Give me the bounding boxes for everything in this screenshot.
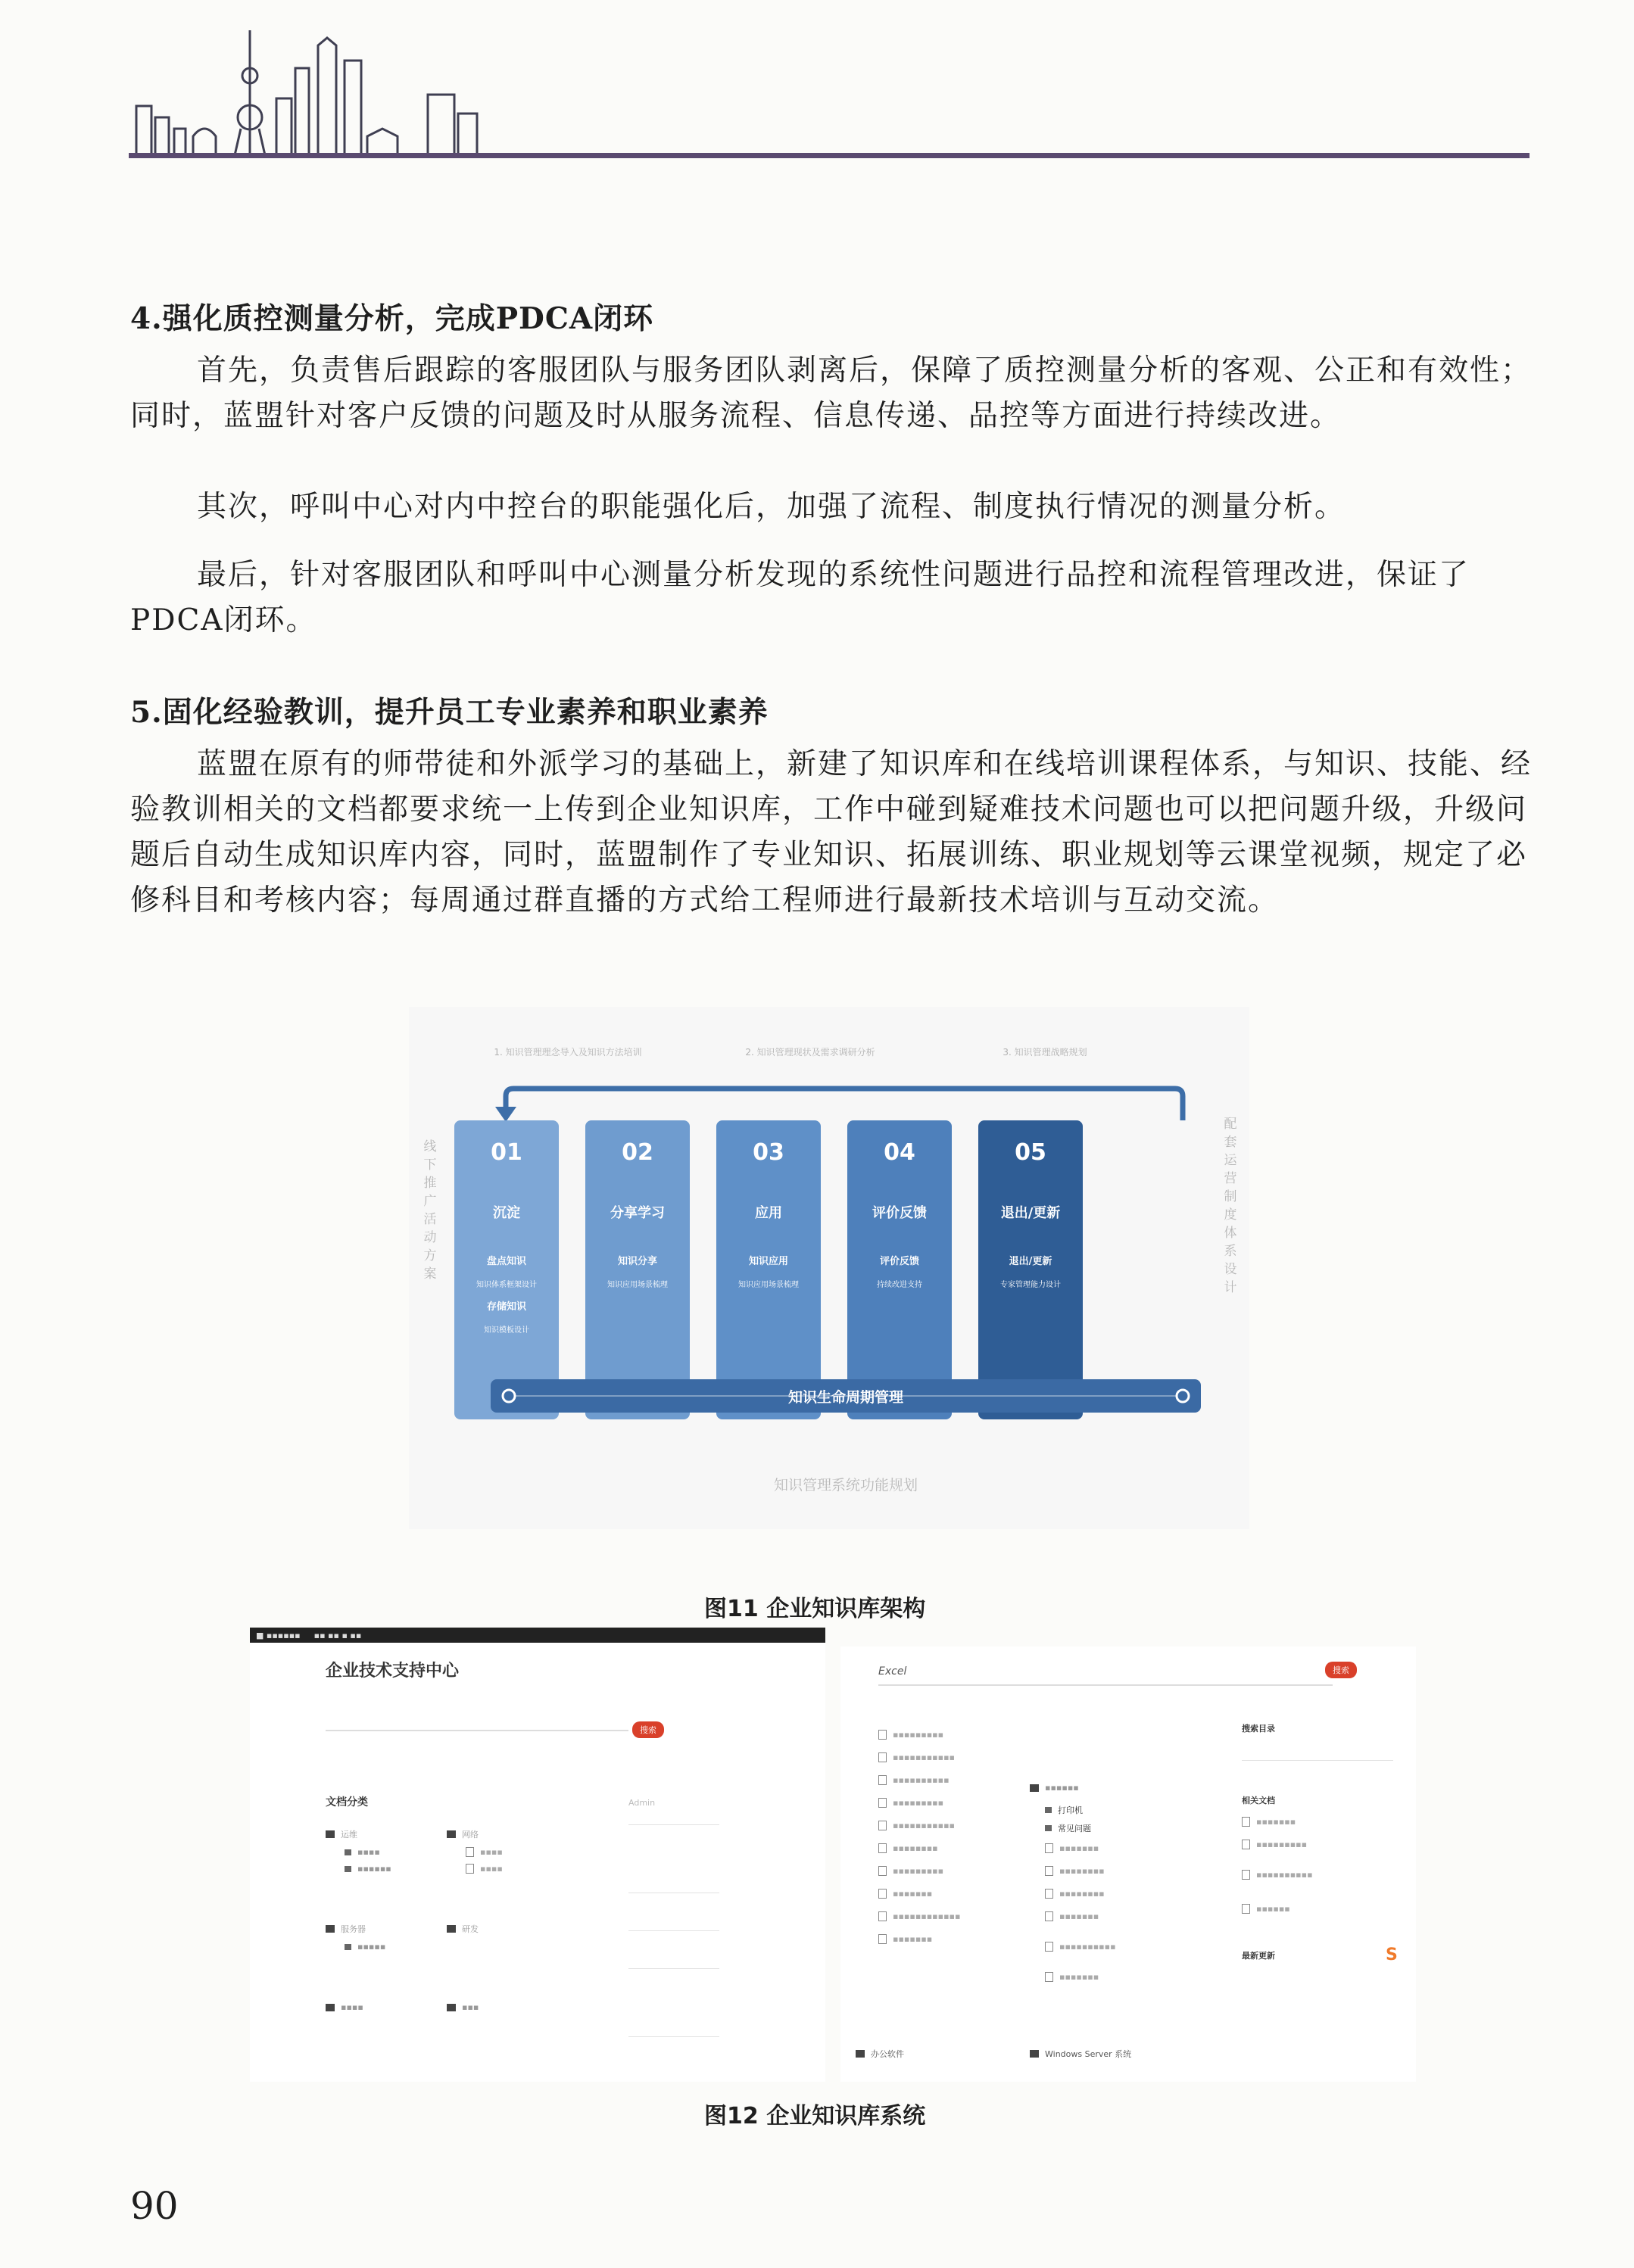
knowledge-portal-screenshot [250,1628,825,2082]
folder-icon [447,2004,456,2011]
right-vertical-label: 配套运营制度体系设计 [1224,1117,1237,1295]
card-number: 01 [491,1139,522,1166]
folder-icon [326,1830,335,1838]
folder-icon [856,2050,865,2058]
document-icon [1242,1817,1250,1827]
document-icon [1045,1843,1053,1853]
folder-icon [345,1849,351,1855]
folder-office[interactable]: 办公软件 [856,2048,904,2060]
doc-item[interactable]: ▪▪▪▪ [466,1847,503,1857]
site-title: 企业技术支持中心 [326,1662,460,1681]
folder-faq[interactable]: 常见问题 [1045,1822,1091,1834]
subfolder[interactable]: ▪▪▪▪▪ [345,1942,385,1952]
section-5-paragraph-1: 蓝盟在原有的师带徒和外派学习的基础上，新建了知识库和在线培训课程体系，与知识、技能、经验教训相关的文档都要求统一上传到企业知识库，工作中碰到疑难技术问题也可以把问题升级，升级问题后自动生成知识库内容，同时，蓝盟制作了专业知识、拓展训练、职业规划等云课堂视频，规定了必修科目和考核内容；每周通过群直播的方式给工程师进行最新技术培训与互动交流。 [130,747,1533,917]
side-title-directory: 搜索目录 [1242,1724,1275,1734]
card-title: 分享学习 [610,1205,665,1221]
lifecycle-card-02 [585,1120,690,1419]
document-icon [878,1889,887,1899]
document-icon [878,1934,887,1944]
section-4-paragraph-3: 最后，针对客服团队和呼叫中心测量分析发现的系统性问题进行品控和流程管理改进，保证了PDCA闭环。 [130,558,1470,637]
document-icon [878,1866,887,1876]
search-input[interactable] [326,1730,628,1731]
lifecycle-card-04 [847,1120,952,1419]
lifecycle-bar [491,1379,1201,1413]
document-icon [878,1843,887,1853]
folder-server[interactable]: 服务器 [326,1923,366,1935]
section-5-heading: 5.固化经验教训，提升员工专业素养和职业素养 [130,695,769,730]
knowledge-base-architecture-figure [409,1007,1249,1529]
step-1-label: 1. 知识管理理念导入及知识方法培训 [494,1047,642,1058]
card-line: 知识应用场景梳理 [738,1281,799,1289]
document-icon [1242,1870,1250,1880]
card-line: 存储知识 [486,1301,527,1313]
folder-common[interactable]: ▪▪▪▪▪▪ [1030,1783,1079,1793]
figure-12-caption: 图12 企业知识库系统 [704,2103,926,2129]
section-4-heading: 4.强化质控测量分析，完成PDCA闭环 [130,301,654,336]
document-icon [1045,1889,1053,1899]
card-title: 退出/更新 [1000,1205,1061,1221]
doc-item[interactable]: ▪▪▪▪ [466,1864,503,1874]
search-query[interactable]: Excel [878,1665,907,1678]
card-number: 03 [753,1139,784,1166]
page-number: 90 [130,2184,179,2228]
doc-item[interactable]: ▪▪▪▪▪▪▪ [1045,1911,1099,1921]
card-title: 沉淀 [493,1205,520,1221]
doc-item[interactable]: ▪▪▪▪▪▪▪▪▪▪ [1045,1942,1116,1952]
folder-windows-server[interactable]: Windows Server 系统 [1030,2048,1131,2060]
card-line: 知识体系框架设计 [476,1281,537,1289]
document-icon [878,1752,887,1762]
card-number: 05 [1015,1139,1046,1166]
search-result[interactable]: ▪▪▪▪▪▪▪▪▪▪▪ [878,1821,955,1830]
lifecycle-card-05 [978,1120,1083,1419]
folder-ops[interactable]: 运维 [326,1828,357,1840]
document-icon [466,1847,474,1857]
search-button[interactable]: 搜索 [632,1721,664,1738]
lifecycle-card-01 [454,1120,559,1419]
system-plan-label: 知识管理系统功能规划 [773,1477,918,1494]
dropdown-underline[interactable] [1242,1760,1393,1761]
lifecycle-label: 知识生命周期管理 [787,1389,904,1406]
side-title-related: 相关文档 [1242,1796,1275,1805]
card-line: 知识分享 [617,1256,658,1267]
document-icon [878,1821,887,1830]
card-line: 知识模板设计 [484,1326,529,1335]
section-4-paragraph-1: 首先，负责售后跟踪的客服团队与服务团队剥离后，保障了质控测量分析的客观、公正和有效性；同时，蓝盟针对客户反馈的问题及时从服务流程、信息传递、品控等方面进行持续改进。 [130,354,1533,433]
folder-icon [1030,2050,1039,2058]
folder-icon [447,1925,456,1933]
folder-icon [447,1830,456,1838]
side-title-latest: 最新更新 [1242,1951,1275,1961]
divider [628,2036,719,2037]
document-icon [1045,1972,1053,1982]
search-result[interactable]: ▪▪▪▪▪▪▪▪ [878,1843,938,1853]
card-line: 专家管理能力设计 [1000,1281,1061,1289]
folder-icon [1030,1784,1039,1792]
divider [628,1824,719,1825]
document-icon [1045,1866,1053,1876]
divider [628,1930,719,1931]
doc-item[interactable]: ▪▪▪▪▪▪▪ [1045,1843,1099,1853]
subfolder[interactable]: ▪▪▪▪ [345,1847,380,1857]
search-button[interactable]: 搜索 [1325,1662,1357,1678]
document-icon [1045,1911,1053,1921]
card-number: 02 [622,1139,653,1166]
document-icon [878,1775,887,1785]
document-icon [1242,1840,1250,1849]
document-icon [878,1730,887,1740]
card-line: 盘点知识 [486,1256,527,1267]
folder[interactable]: ▪▪▪▪ [326,2002,363,2012]
document-icon [878,1911,887,1921]
figure-11-caption: 图11 企业知识库架构 [704,1596,926,1622]
folder-icon [1045,1807,1052,1813]
card-line: 持续改进支持 [877,1281,922,1289]
browser-tab: ■ ▪▪▪▪▪▪ [256,1630,301,1640]
city-skyline-illustration [129,23,507,159]
search-result[interactable]: ▪▪▪▪▪▪▪▪▪ [878,1866,943,1876]
card-number: 04 [884,1139,915,1166]
related-doc[interactable]: ▪▪▪▪▪▪▪▪▪▪ [1242,1870,1313,1880]
search-result[interactable]: ▪▪▪▪▪▪▪▪▪▪▪ [878,1752,955,1762]
folder-icon [1045,1825,1052,1831]
search-result[interactable]: ▪▪▪▪▪▪▪▪▪ [878,1730,943,1740]
search-input[interactable] [878,1684,1333,1686]
related-doc[interactable]: ▪▪▪▪▪▪▪ [1242,1817,1296,1827]
folder-network[interactable]: 网络 [447,1828,479,1840]
section-4-paragraph-2: 其次，呼叫中心对内中控台的职能强化后，加强了流程、制度执行情况的测量分析。 [197,490,1346,524]
folder[interactable]: ▪▪▪ [447,2002,479,2012]
step-3-label: 3. 知识管理战略规划 [1003,1047,1087,1058]
document-icon [1045,1942,1053,1952]
doc-item[interactable]: ▪▪▪▪▪▪▪▪ [1045,1889,1105,1899]
header-rule [129,153,1530,158]
browser-menu: ▪▪ ▪▪ ▪ ▪▪ [313,1630,362,1640]
card-title: 应用 [755,1205,782,1221]
related-doc[interactable]: ▪▪▪▪▪▪ [1242,1904,1290,1914]
input-method-icon: S [1386,1946,1398,1964]
step-2-label: 2. 知识管理现状及需求调研分析 [745,1047,875,1058]
author-name: Admin [628,1798,656,1808]
document-icon [466,1864,474,1874]
folder-dev[interactable]: 研发 [447,1923,479,1935]
folder-icon [326,2004,335,2011]
knowledge-search-screenshot [840,1646,1416,2082]
subfolder[interactable]: ▪▪▪▪▪▪ [345,1864,391,1874]
search-result[interactable]: ▪▪▪▪▪▪▪ [878,1889,932,1899]
doc-item[interactable]: ▪▪▪▪▪▪▪ [1045,1972,1099,1982]
related-doc[interactable]: ▪▪▪▪▪▪▪▪▪ [1242,1840,1307,1849]
folder-icon [345,1866,351,1872]
divider [628,1968,719,1969]
lifecycle-card-03 [716,1120,821,1419]
browser-toolbar [250,1628,825,1643]
folder-icon [345,1944,351,1950]
search-result[interactable]: ▪▪▪▪▪▪▪ [878,1934,932,1944]
folder-icon [326,1925,335,1933]
card-line: 评价反馈 [879,1256,920,1267]
card-title: 评价反馈 [872,1205,927,1221]
card-line: 知识应用场景梳理 [607,1281,668,1289]
left-vertical-label: 线下推广活动方案 [423,1139,437,1282]
search-result[interactable]: ▪▪▪▪▪▪▪▪▪▪ [878,1775,950,1785]
card-line: 退出/更新 [1009,1256,1052,1267]
doc-category-title: 文档分类 [326,1796,368,1808]
search-result[interactable]: ▪▪▪▪▪▪▪▪▪▪▪▪ [878,1911,960,1921]
document-icon [1242,1904,1250,1914]
search-result[interactable]: ▪▪▪▪▪▪▪▪▪ [878,1798,943,1808]
doc-item[interactable]: ▪▪▪▪▪▪▪▪ [1045,1866,1105,1876]
document-icon [878,1798,887,1808]
folder-printer[interactable]: 打印机 [1045,1804,1083,1816]
card-line: 知识应用 [748,1256,789,1267]
